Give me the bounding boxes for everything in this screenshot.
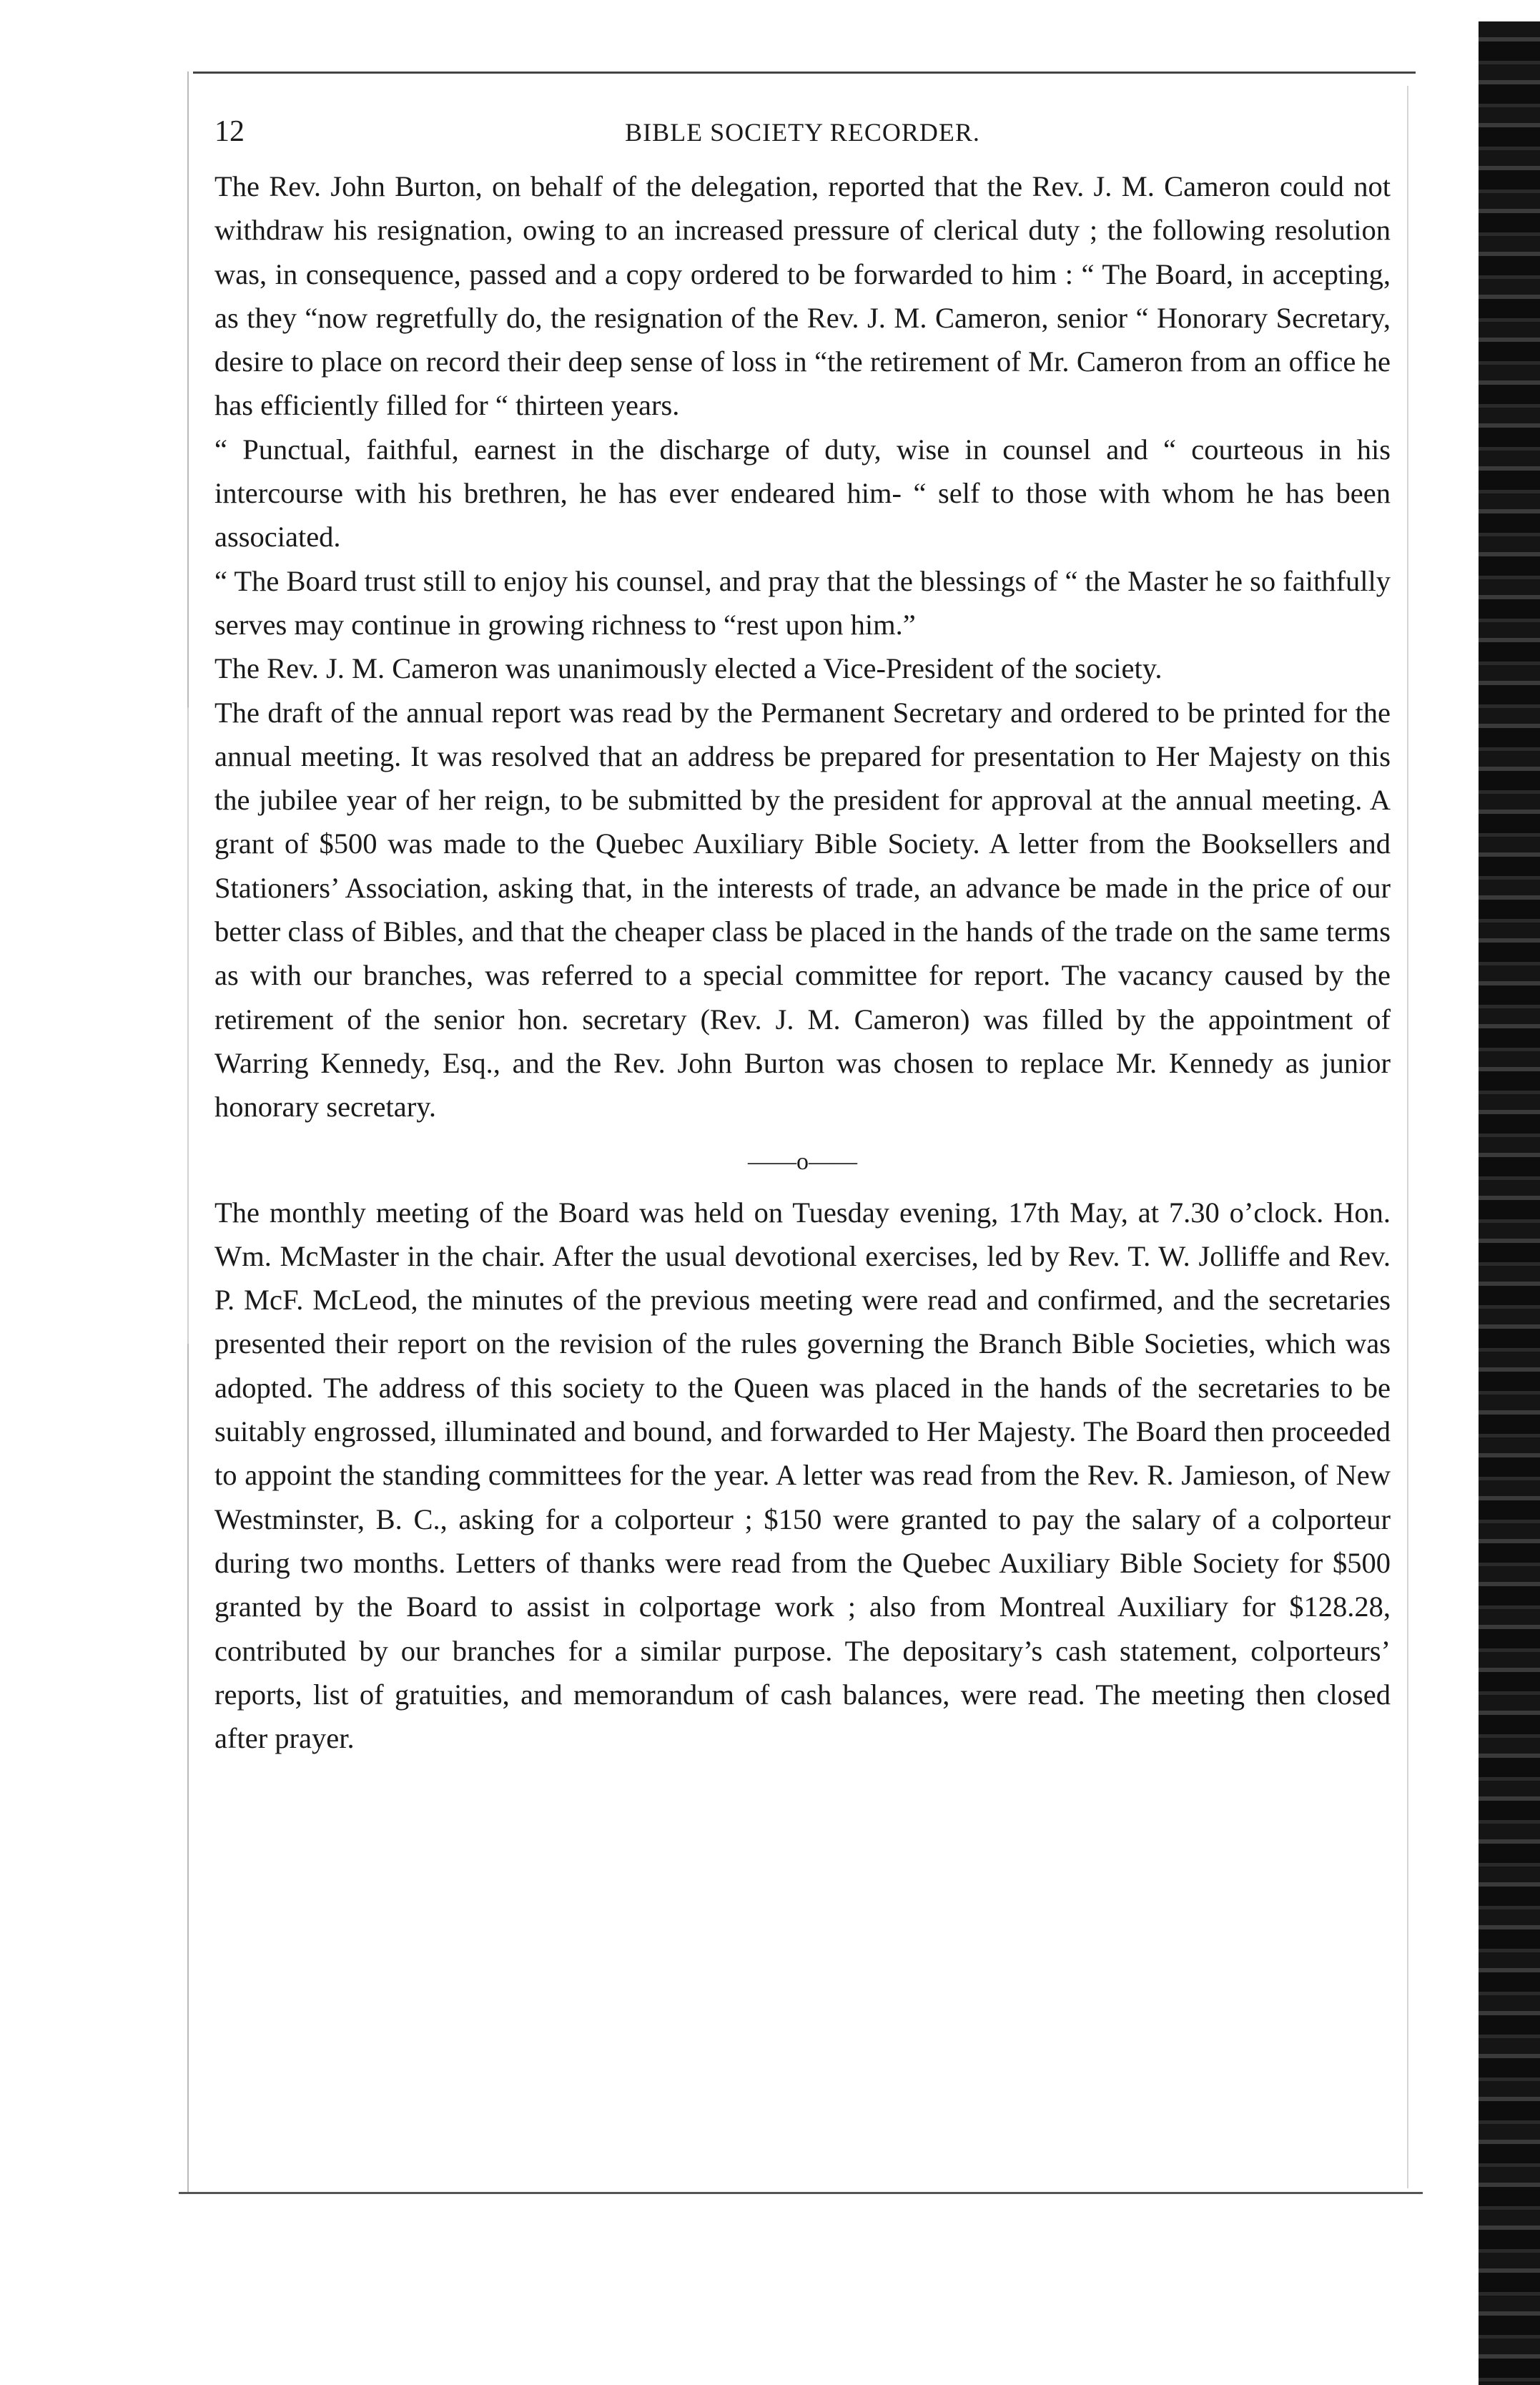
paragraph-vice-president-election: The Rev. J. M. Cameron was unanimously elected a Vice-President of the society. bbox=[214, 652, 1163, 685]
paragraph-resolution-blessing: “ The Board trust still to enjoy his counsel, and pray that the blessings of “ the Master he so faithfully serves may continue in growing richness to “rest upon him.” bbox=[214, 564, 1391, 641]
printed-page bbox=[214, 100, 1391, 2174]
book-binding-edge bbox=[1479, 21, 1540, 2385]
page-number: 12 bbox=[214, 115, 245, 148]
left-frame-line bbox=[187, 72, 189, 2192]
right-frame-line bbox=[1407, 86, 1408, 2188]
paragraph-annual-report: The draft of the annual report was read by the Permanent Secretary and ordered to be printed for the annual meeting. It was resolved that an address be prepared for presentation to Her Majesty on this the jubilee year of her reign, to be submitted by the president for approval at the annual meeting. A grant of $500 was made to the Quebec Auxiliary Bible Society. A letter from the Booksellers and Stationers’ Association, asking that, in the interests of trade, an advance be made in the price of our better class of Bibles, and that the cheaper class be placed in the hands of the trade on the same terms as with our branches, was referred to a special committee for report. The vacancy caused by the retirement of the senior hon. secretary (Rev. J. M. Cameron) was filled by the appointment of Warring Kennedy, Esq., and the Rev. John Burton was chosen to replace Mr. Kennedy as junior honorary secretary. bbox=[214, 696, 1391, 1123]
top-rule bbox=[193, 72, 1416, 74]
paragraph-monthly-meeting: The monthly meeting of the Board was held on Tuesday evening, 17th May, at 7.30 o’clock. Hon. Wm. McMaster in the chair. After the usual devotional exercises, led by Rev. T. W. Jolliffe and Rev. P. McF. McLeod, the minutes of the previous meeting were read and confirmed, and the secretaries presented their report on the revision of the rules governing the Branch Bible Societies, which was adopted. The address of this society to the Queen was placed in the hands of the secretaries to be suitably engrossed, illuminated and bound, and forwarded to Her Majesty. The Board then proceeded to appoint the standing committees for the year. A letter was read from the Rev. R. Jamieson, of New Westminster, B. C., asking for a colporteur ; $150 were granted to pay the salary of a colporteur during two months. Letters of thanks were read from the Quebec Auxiliary Bible Society for $500 granted by the Board to assist in colportage work ; also from Montreal Auxiliary for $128.28, contributed by our branches for a similar purpose. The depositary’s cash statement, colporteurs’ reports, list of gratuities, and memorandum of cash balances, were read. The meeting then closed after prayer. bbox=[214, 1196, 1391, 1755]
page-header bbox=[214, 100, 1391, 164]
section-separator: ——o—— bbox=[748, 1148, 857, 1175]
article-body bbox=[214, 164, 1391, 1760]
bottom-rule bbox=[179, 2192, 1423, 2194]
running-title: BIBLE SOCIETY RECORDER. bbox=[625, 118, 980, 147]
paragraph-resolution-praise: “ Punctual, faithful, earnest in the discharge of duty, wise in counsel and “ courteous in his intercourse with his brethren, he has ever endeared him- “ self to those with whom he has been associated. bbox=[214, 433, 1391, 554]
paragraph-delegation-report: The Rev. John Burton, on behalf of the delegation, reported that the Rev. J. M. Cameron could not withdraw his resignation, owing to an increased pressure of clerical duty ; the following resolution was, in consequence, passed and a copy ordered to be forwarded to him : “ The Board, in accepting, as they “now regretfully do, the resignation of the Rev. J. M. Cameron, senior “ Honorary Secretary, desire to place on record their deep sense of loss in “the retirement of Mr. Cameron from an office he has efficiently filled for “ thirteen years. bbox=[214, 170, 1391, 422]
